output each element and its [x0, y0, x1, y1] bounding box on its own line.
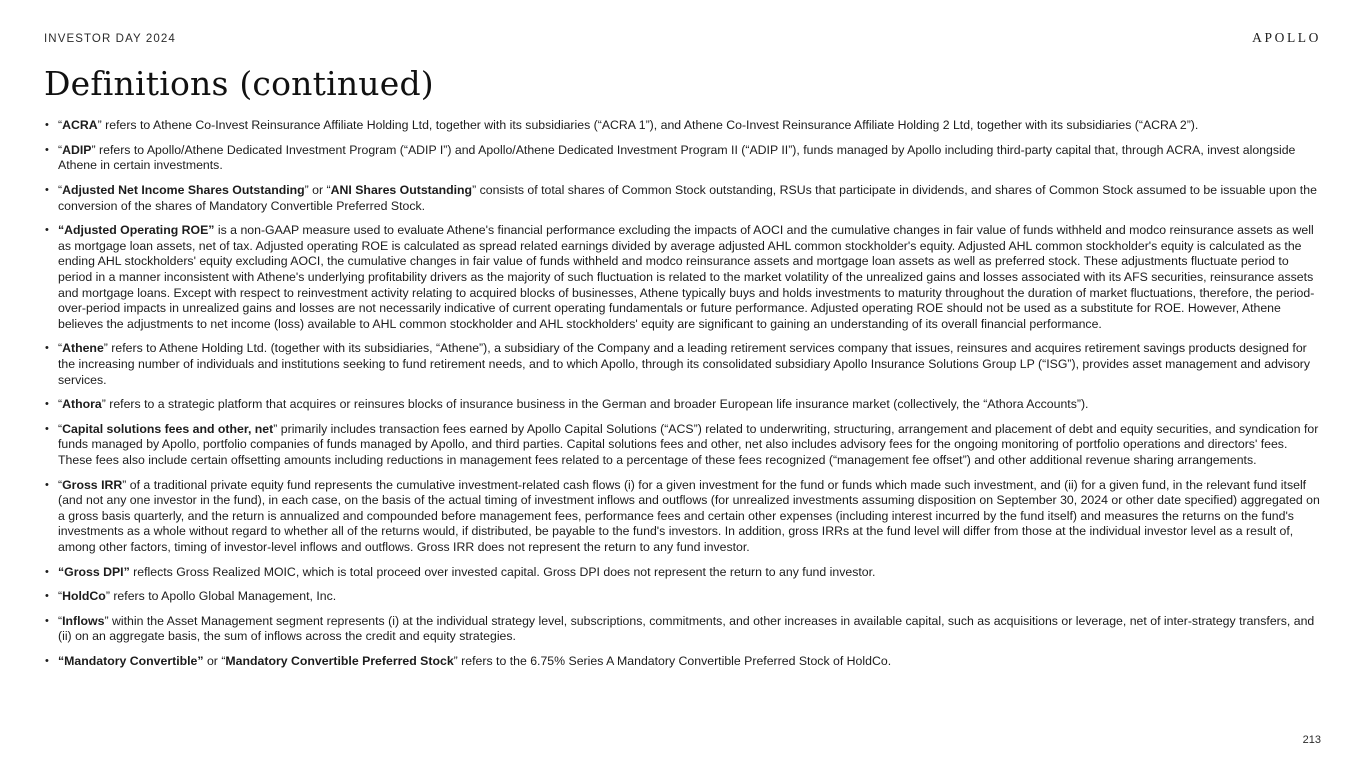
slide-header [44, 30, 1321, 50]
apollo-logo: APOLLO [1252, 30, 1321, 45]
definitions-list [44, 118, 1321, 669]
definition-item: • “ADIP” refers to Apollo/Athene Dedicated Investment Program (“ADIP I”) and Apollo/Athene Dedicated Investment Program II (“ADIP II”), funds managed by Apollo including third-party capital that, through ACRA, invest alongside Athene in certain investments. [44, 143, 1321, 174]
page-title: Definitions (continued) [44, 64, 434, 103]
definition-item: • “Athene” refers to Athene Holding Ltd. (together with its subsidiaries, “Athene”), a subsidiary of the Company and a leading retirement services company that issues, reinsures and acquires retirement savings products designed for the increasing number of individuals and institutions seeking to fund retirement needs, and to which Apollo, through its consolidated subsidiary Apollo Insurance Solutions Group LP (“ISG”), provides asset management and advisory services. [44, 341, 1321, 388]
eyebrow-label: INVESTOR DAY 2024 [44, 33, 176, 45]
definition-item: • “Adjusted Net Income Shares Outstanding” or “ANI Shares Outstanding” consists of total shares of Common Stock outstanding, RSUs that participate in dividends, and shares of Common Stock assumed to be issuable upon the conversion of the shares of Mandatory Convertible Preferred Stock. [44, 183, 1321, 214]
definition-item: • “Gross IRR” of a traditional private equity fund represents the cumulative investment-related cash flows (i) for a given investment for the fund or funds which made such investment, and (ii) for a given fund, in the relevant fund itself (and not any one investor in the fund), in each case, on the basis of the actual timing of investment inflows and outflows (for unrealized investments assuming disposition on September 30, 2024 or other date specified) aggregated on a gross basis quarterly, and the return is annualized and compounded before management fees, performance fees and certain other expenses (including interest incurred by the fund itself) and measures the returns on the fund's investments as a whole without regard to whether all of the returns would, if distributed, be payable to the fund's investors. In addition, gross IRRs at the fund level will differ from those at the individual investor level as a result of, among other factors, timing of investor-level inflows and outflows. Gross IRR does not represent the return to any fund investor. [44, 478, 1321, 556]
definition-item: • “Capital solutions fees and other, net” primarily includes transaction fees earned by Apollo Capital Solutions (“ACS”) related to underwriting, structuring, arrangement and placement of debt and equity securities, and syndication for funds managed by Apollo, portfolio companies of funds managed by Apollo, and third parties. Capital solutions fees and other, net also includes advisory fees for the ongoing monitoring of portfolio operations and directors' fees. These fees also include certain offsetting amounts including reductions in management fees related to a percentage of these fees recognized (“management fee offset”) and other additional revenue sharing arrangements. [44, 422, 1321, 469]
definition-item: • “Mandatory Convertible” or “Mandatory Convertible Preferred Stock” refers to the 6.75% Series A Mandatory Convertible Preferred Stock of HoldCo. [44, 654, 1321, 670]
definition-item: • “Gross DPI” reflects Gross Realized MOIC, which is total proceed over invested capital. Gross DPI does not represent the return to any fund investor. [44, 565, 1321, 581]
definition-item: • “Athora” refers to a strategic platform that acquires or reinsures blocks of insurance business in the German and broader European life insurance market (collectively, the “Athora Accounts”). [44, 397, 1321, 413]
definition-item: • “Inflows” within the Asset Management segment represents (i) at the individual strategy level, subscriptions, commitments, and other increases in available capital, such as acquisitions or leverage, net of inter-strategy transfers, and (ii) on an aggregate basis, the sum of inflows across the credit and equity strategies. [44, 614, 1321, 645]
definition-item: • “Adjusted Operating ROE” is a non-GAAP measure used to evaluate Athene's financial performance excluding the impacts of AOCI and the cumulative changes in fair value of funds withheld and modco reinsurance assets as well as mortgage loan assets, net of tax. Adjusted operating ROE is calculated as spread related earnings divided by average adjusted AHL common stockholder's equity. Adjusted AHL common stockholder's equity is calculated as the ending AHL stockholders' equity excluding AOCI, the cumulative changes in fair value of funds withheld and modco reinsurance assets and mortgage loan assets as well as preferred stock. These adjustments fluctuate period to period in a manner inconsistent with Athene's underlying profitability drivers as the majority of such fluctuation is related to the market volatility of the unrealized gains and losses associated with its AFS securities, reinsurance assets and mortgage loans. Except with respect to reinvestment activity relating to acquired blocks of businesses, Athene typically buys and holds investments to maturity throughout the duration of market fluctuations, therefore, the period-over-period impacts in unrealized gains and losses are not necessarily indicative of current operating fundamentals or future performance. Adjusted operating ROE should not be used as a substitute for ROE. However, Athene believes the adjustments to net income (loss) available to AHL common stockholder and AHL stockholders' equity are significant to gaining an understanding of its overall financial performance. [44, 223, 1321, 332]
definition-item: • “HoldCo” refers to Apollo Global Management, Inc. [44, 589, 1321, 605]
page-number: 213 [1302, 734, 1321, 746]
definition-item: • “ACRA” refers to Athene Co-Invest Reinsurance Affiliate Holding Ltd, together with its subsidiaries (“ACRA 1”), and Athene Co-Invest Reinsurance Affiliate Holding 2 Ltd, together with its subsidiaries (“ACRA 2”). [44, 118, 1321, 134]
